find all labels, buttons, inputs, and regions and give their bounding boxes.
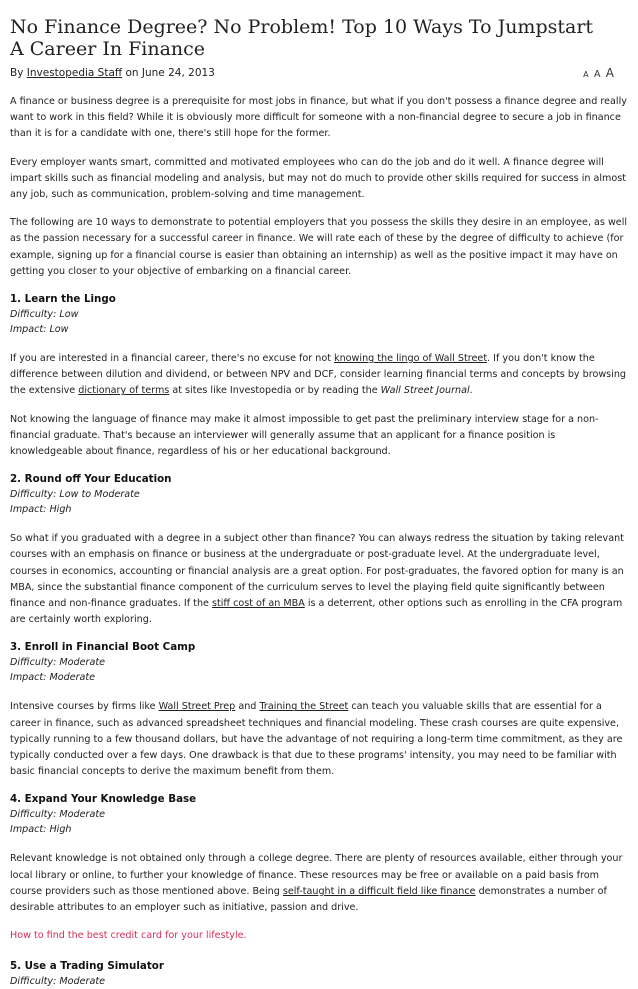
section-2-difficulty: Difficulty: Low to Moderate <box>10 489 140 501</box>
author-link[interactable]: Investopedia Staff <box>26 67 123 79</box>
article-title: No Finance Degree? No Problem! Top 10 Ways To Jumpstart A Career In Finance <box>10 16 594 60</box>
promo-link[interactable]: How to find the best credit card for your lifestyle. <box>10 930 247 942</box>
section-5-difficulty: Difficulty: Moderate <box>10 975 106 987</box>
section-4-impact: Impact: High <box>10 824 72 836</box>
section-3-difficulty: Difficulty: Moderate <box>10 657 106 669</box>
training-the-street-link[interactable]: Training the Street <box>259 701 349 713</box>
section-4-heading: 4. Expand Your Knowledge Base <box>10 793 197 806</box>
font-size-small-button[interactable]: A <box>583 70 589 79</box>
section-5-heading: 5. Use a Trading Simulator <box>10 959 164 972</box>
intro-paragraph-3: The following are 10 ways to demonstrate to potential employers that you possess the skills they desire in an employee, as well as the passion necessary for a successful career in finance. We will rate each of these by the degree of difficulty to achieve (for example, signing up for a financial course is easier than obtaining an internship) as well as the positive impact it may have on getting you closer to your objective of embarking on a financial career. <box>10 217 628 277</box>
intro-paragraph-2: Every employer wants smart, committed and motivated employees who can do the job and do it well. A finance degree will impart skills such as financial modeling and analysis, but may not do much to provide other skills required for success in almost any job, such as communication, problem-solving and time management. <box>10 156 627 201</box>
section-2-paragraph-1: So what if you graduated with a degree in a subject other than finance? You can always redress the situation by taking relevant courses with an emphasis on finance or business at the undergraduate or post-graduate level. At the undergraduate level, courses in economics, accounting or financial analysis are a great option. For post-graduates, the favored option for many is an MBA, since the substantial finance component of the curriculum serves to level the playing field quite significantly between finance and non-finance graduates. If the stiff cost of an MBA is a deterrent, other options such as enrolling in the CFA program are certainly worth exploring. <box>10 533 624 626</box>
section-4-paragraph-1: Relevant knowledge is not obtained only through a college degree. There are plenty of resources available, either through your local library or online, to further your knowledge of finance. These resources may be free or available on a paid basis from course providers such as those mentioned above. Being self-taught in a difficult field like finance demonstrates a number of desirable attributes to an employer such as initiative, passion and drive. <box>10 853 623 914</box>
section-4-difficulty: Difficulty: Moderate <box>10 809 106 821</box>
intro-paragraph-1: A finance or business degree is a prerequisite for most jobs in finance, but what if you don't possess a finance degree and really want to work in this field? While it is obviously more difficult for someone with a non-financial degree to secure a job in finance than it is for a candidate with one, there's still hope for the former. <box>10 96 627 140</box>
byline <box>10 66 628 80</box>
section-1-paragraph-2: Not knowing the language of finance may make it almost impossible to get past the preliminary interview stage for a non-financial graduate. That's because an interviewer will generally assume that an applicant for a finance position is knowledgeable about finance, regardless of his or her educational background. <box>10 413 599 458</box>
section-1-paragraph-1: If you are interested in a financial career, there's no excuse for not knowing the lingo of Wall Street. If you don't know the difference between dilution and dividend, or between NPV and DCF, consider learning financial terms and concepts by browsing the extensive dictionary of terms at sites like Investopedia or by reading the Wall Street Journal. <box>10 353 627 397</box>
font-size-large-button[interactable]: A <box>605 66 614 80</box>
section-2-impact: Impact: High <box>10 504 72 516</box>
self-taught-link[interactable]: self-taught in a difficult field like finance <box>282 885 476 897</box>
dictionary-link[interactable]: dictionary of terms <box>78 385 170 397</box>
section-1-difficulty: Difficulty: Low <box>10 309 79 321</box>
lingo-link[interactable]: knowing the lingo of Wall Street <box>334 353 488 365</box>
byline-date: on June 24, 2013 <box>125 67 215 79</box>
font-size-controls <box>581 66 614 82</box>
section-1-heading: 1. Learn the Lingo <box>10 293 116 306</box>
font-size-medium-button[interactable]: A <box>593 69 601 80</box>
wall-street-prep-link[interactable]: Wall Street Prep <box>158 701 236 713</box>
article-body <box>10 94 628 989</box>
section-3-heading: 3. Enroll in Financial Boot Camp <box>10 641 196 654</box>
section-2-heading: 2. Round off Your Education <box>10 473 172 486</box>
section-3-impact: Impact: Moderate <box>10 672 96 684</box>
byline-prefix: By <box>10 67 24 79</box>
section-1-impact: Impact: Low <box>10 324 69 336</box>
mba-cost-link[interactable]: stiff cost of an MBA <box>211 598 305 610</box>
section-3-paragraph-1: Intensive courses by firms like Wall Street Prep and Training the Street can teach you valuable skills that are essential for a career in finance, such as advanced spreadsheet techniques and financial modeling. These crash courses are quite expensive, typically running to a few thousand dollars, but have the advantage of not requiring a long-term time commitment, as they are typically conducted over a few days. One drawback is that due to these programs' intensity, you may need to be familiar with basic financial concepts to derive the maximum benefit from them. <box>10 701 623 778</box>
